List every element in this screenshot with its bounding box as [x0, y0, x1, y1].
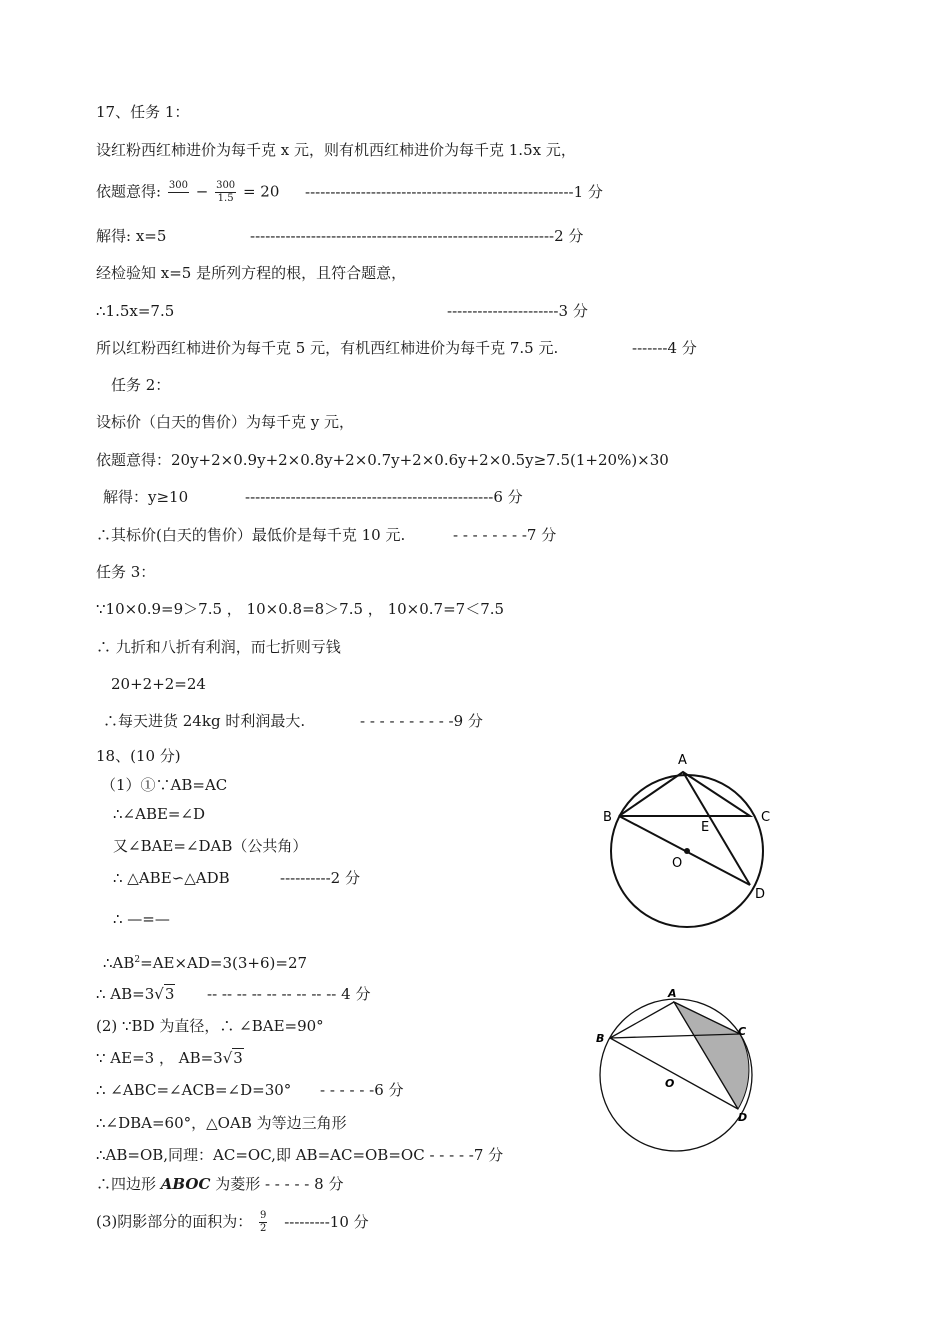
q17-answer1-score: -------4 分	[632, 339, 697, 357]
label-o: O	[672, 856, 683, 871]
label-c: C	[738, 1025, 747, 1038]
label-c: C	[761, 810, 771, 825]
q17-eq-score: -----------------------------------------------------1 分	[305, 183, 603, 201]
q17-therefore1: ∴1.5x=7.5	[96, 302, 175, 320]
q18-p1-line7-score: -- -- -- -- -- -- -- -- -- 4 分	[207, 985, 371, 1003]
q17-inequality: 依题意得：20y+2×0.9y+2×0.8y+2×0.7y+2×0.6y+2×0.5y≥7.5(1+20%)×30	[96, 451, 669, 469]
q17-solve2: 解得：y≥10	[103, 488, 189, 506]
q18-p1-line1: （1）①∵AB=AC	[101, 776, 228, 794]
q17-therefore3: ∴ 九折和八折有利润，而七折则亏钱	[96, 638, 341, 656]
q18-heading: 18、(10 分)	[96, 747, 181, 765]
q18-p2-line2: ∵ AE=3 ， AB=3√3	[96, 1049, 243, 1067]
sqrt: √3	[222, 1049, 243, 1067]
q17-answer3-score: - - - - - - - - - -9 分	[360, 712, 483, 730]
q17-answer3: ∴每天进货 24kg 时利润最大.	[103, 712, 306, 730]
q17-calc3: 20+2+2=24	[111, 675, 206, 693]
fraction-9-2: $\frac{9}{2}$	[260, 1210, 267, 1234]
segments	[619, 772, 750, 816]
q18-p2-line3-score: - - - - - -6 分	[320, 1081, 404, 1099]
geometry-figure-1	[595, 745, 785, 935]
q18-p2-line4: ∴∠DBA=60°，△OAB 为等边三角形	[96, 1114, 347, 1132]
label-d: D	[738, 1111, 748, 1124]
q18-p1-line4: ∴ △ABE∽△ADB	[113, 869, 230, 887]
q18-p1-line2: ∴∠ABE=∠D	[113, 805, 206, 823]
q17-check: 经检验知 x=5 是所列方程的根，且符合题意，	[96, 264, 407, 282]
q18-p1-line6: $\therefore AB^2=AE\times AD=3(3+6)=27$	[103, 954, 308, 972]
q17-equation: 依题意得: 300 − $\frac{300}{1.5}$ = 20	[96, 180, 280, 204]
center-dot	[684, 848, 690, 854]
q17-because3: ∵10×0.9=9＞7.5 ， 10×0.8=8＞7.5 ， 10×0.7=7＜7.5	[96, 600, 505, 618]
q18-p2-line6: ∴四边形 ABOC 为菱形 - - - - - 8 分	[96, 1175, 344, 1193]
q17-setup: 设红粉西红柿进价为每千克 x 元，则有机西红柿进价为每千克 1.5x 元，	[96, 141, 576, 159]
q17-task3: 任务 3：	[96, 563, 156, 581]
shaded-region	[674, 1002, 749, 1109]
q18-p1-line4-score: ----------2 分	[280, 869, 360, 887]
label-a: A	[678, 753, 687, 768]
q18-p1-line7: ∴ AB=3√3	[96, 985, 175, 1003]
q17-solve: 解得: x=5	[96, 227, 167, 245]
geometry-figure-2	[585, 983, 770, 1155]
label-a: A	[668, 987, 677, 1000]
q18-p2-line5: ∴AB=OB,同理：AC=OC,即 AB=AC=OB=OC - - - - -7 分	[96, 1146, 504, 1164]
q18-p3: (3)阴影部分的面积为： $\frac{9}{2}$ ---------10 分	[96, 1210, 369, 1234]
q17-solve2-score: -------------------------------------------------6 分	[245, 488, 523, 506]
q18-p1-line5: ∴ —=—	[113, 910, 170, 928]
fraction-1: 300	[168, 180, 188, 191]
q18-p1-line3: 又∠BAE=∠DAB（公共角）	[113, 837, 308, 855]
q17-answer1: 所以红粉西红柿进价为每千克 5 元，有机西红柿进价为每千克 7.5 元.	[96, 339, 559, 357]
label-b: B	[603, 810, 612, 825]
q17-setup2: 设标价（白天的售价）为每千克 y 元，	[96, 413, 355, 431]
eq-prefix: 依题意得:	[96, 182, 162, 201]
fraction-2: $\frac{300}{1.5}$	[216, 180, 236, 204]
label-b: B	[596, 1032, 605, 1045]
q17-answer2-score: - - - - - - - -7 分	[453, 526, 557, 544]
q17-solve-score: ------------------------------------------------------------2 分	[250, 227, 584, 245]
label-e: E	[701, 820, 710, 835]
label-o: O	[665, 1077, 675, 1090]
q17-therefore1-score: ----------------------3 分	[447, 302, 588, 320]
q18-p2-line3: ∴ ∠ABC=∠ACB=∠D=30°	[96, 1081, 292, 1099]
eq-rest: = 20	[242, 182, 280, 201]
label-d: D	[755, 887, 766, 902]
q18-p2-line1: (2) ∵BD 为直径，∴ ∠BAE=90°	[96, 1017, 324, 1035]
sqrt: √3	[154, 985, 175, 1003]
q17-heading: 17、任务 1：	[96, 103, 190, 121]
q17-answer2: ∴其标价(白天的售价）最低价是每千克 10 元.	[96, 526, 406, 544]
q17-task2: 任务 2：	[111, 376, 171, 394]
